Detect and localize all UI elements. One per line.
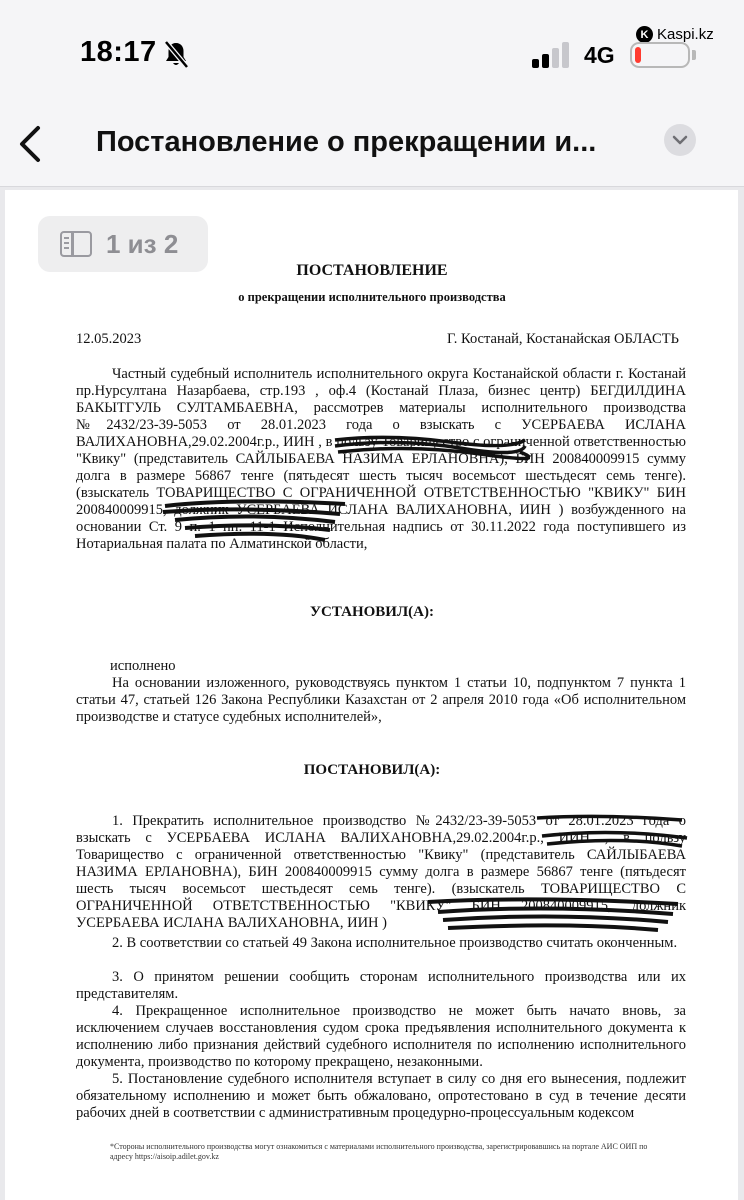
battery-icon xyxy=(630,42,690,68)
doc-place: Г. Костанай, Костанайская ОБЛАСТЬ xyxy=(447,331,679,347)
doc-point-3: 3. О принятом решении сообщить сторонам исполнительного производства или их представителям. xyxy=(76,969,686,1002)
carrier-logo-icon: K xyxy=(636,26,653,43)
doc-title: ПОСТАНОВЛЕНИЕ xyxy=(296,262,448,279)
bell-muted-icon xyxy=(162,40,190,70)
chevron-down-icon xyxy=(672,135,688,145)
doc-ispolneno: исполнено xyxy=(110,658,176,674)
doc-date: 12.05.2023 xyxy=(76,331,142,347)
doc-intro: Частный судебный исполнитель исполнительного округа Костанайской области г. Костанай пр.Нурсултана Назарбаева, стр.193 , оф.4 (Костанай Плаза, бизнес центр) БЕГДИЛДИНА БАКЫТГУЛЬ СУЛТАМБАЕВНА, рассмотрев материалы исполнительного производства №2432/23-39-5053 от 28.01.2023 года о взыскать с УСЕРБАЕВА ИСЛАНА ВАЛИХАНОВНА,29.02.2004г.р., ИИН , в пользу Товарищество с ограниченной ответственностью "Квику" (представитель САЙЛЫБАЕВА НАЗИМА ЕРЛАНОВНА), БИН 200840009915 сумму долга в размере 56867 тенге (пятьдесят шесть тысяч восемьсот шестьдесят семь тенге). (взыскатель ТОВАРИЩЕСТВО С ОГРАНИЧЕННОЙ ОТВЕТСТВЕННОСТЬЮ "КВИКУ" БИН 200840009915, должник УСЕРБАЕВА ИСЛАНА ВАЛИХАНОВНА, ИИН ) возбужденного на основании Ст. 9 п. 1 пп. 11-1 Исполнительная надпись от 30.11.2022 года поступившего из Нотариальная палата по Алматинской области, xyxy=(76,366,686,552)
doc-footnote: *Стороны исполнительного производства могут ознакомиться с материалами исполнительного производства, зарегистрировавшись на портале АИС ОИП по адресу https://aisoip.adilet.gov.kz xyxy=(110,1142,648,1161)
doc-subtitle: о прекращении исполнительного производства xyxy=(238,290,506,304)
doc-point-2: 2. В соответствии со статьей 49 Закона исполнительное производство считать оконченным. xyxy=(112,935,678,951)
document-title: Постановление о прекращении и... xyxy=(96,126,597,158)
sidebar-thumbnails-icon xyxy=(60,231,92,257)
redaction-scribble xyxy=(155,496,355,546)
nav-bar xyxy=(0,100,744,187)
doc-basis: На основании изложенного, руководствуясь пунктом 1 статьи 10, подпунктом 7 пункта 1 статьи 47, статьей 126 Закона Республики Казахстан от 2 апреля 2010 года «Об исполнительном производстве и статусе судебных исполнителей», xyxy=(76,675,686,725)
network-type: 4G xyxy=(584,42,615,68)
doc-point-5: 5. Постановление судебного исполнителя вступает в силу со дня его вынесения, подлежит обязательному исполнению и может быть обжаловано, опротестовано в суд в течение десяти рабочих дней в соответствии с административным процедурно-процессуальным кодексом xyxy=(76,1071,686,1121)
back-chevron-icon[interactable] xyxy=(16,124,46,164)
title-menu-button[interactable] xyxy=(664,124,696,156)
redaction-scribble xyxy=(418,894,688,934)
clock: 18:17 xyxy=(80,36,157,68)
heading-ustanovil: УСТАНОВИЛ(А): xyxy=(310,604,434,620)
doc-point-4: 4. Прекращенное исполнительное производство не может быть начато вновь, за исключением случаев восстановления судом срока предъявления исполнительного документа к исполнению либо признания действий судебного исполнителя по исполнению исполнительного документа, производство по которому прекращено, незаконными. xyxy=(76,1003,686,1070)
doc-point-1: 1. Прекратить исполнительное производство №2432/23-39-5053 от 28.01.2023 года о взыскать с УСЕРБАЕВА ИСЛАНА ВАЛИХАНОВНА,29.02.2004г.р., ИИН , в пользу Товарищество с ограниченной ответственностью "Квику" (представитель САЙЛЫБАЕВА НАЗИМА ЕРЛАНОВНА), БИН 200840009915 сумму долга в размере 56867 тенге (пятьдесят шесть тысяч восемьсот шестьдесят семь тенге). (взыскатель ТОВАРИЩЕСТВО С ОГРАНИЧЕННОЙ ОТВЕТСТВЕННОСТЬЮ "КВИКУ" БИН 200840009915, должник УСЕРБАЕВА ИСЛАНА ВАЛИХАНОВНА, ИИН ) xyxy=(76,813,686,931)
carrier-badge xyxy=(636,26,714,43)
page-indicator-label: 1 из 2 xyxy=(106,228,179,259)
signal-icon xyxy=(532,42,572,68)
carrier-name: Kaspi.kz xyxy=(657,26,714,43)
heading-postanovil: ПОСТАНОВИЛ(А): xyxy=(303,762,441,778)
status-bar xyxy=(0,0,744,100)
redaction-scribble xyxy=(330,432,530,462)
battery-tip xyxy=(692,50,696,60)
redaction-scribble xyxy=(532,810,692,860)
